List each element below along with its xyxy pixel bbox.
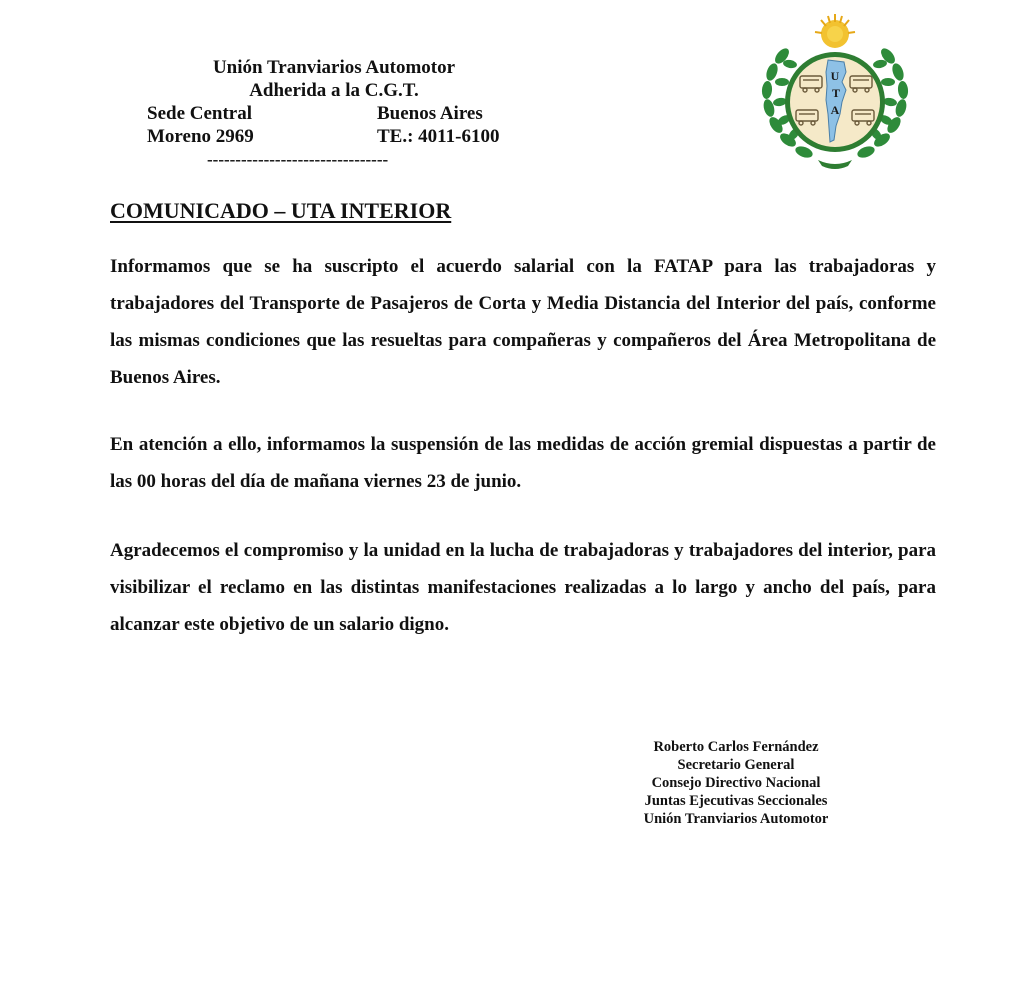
signatory-name: Roberto Carlos Fernández [653,739,819,755]
letterhead-separator: -------------------------------- [207,150,389,169]
paragraph-agreement: Informamos que se ha suscripto el acuerdo salarial con la FATAP para las trabajadoras y trabajadores del Transporte de Pasajeros de Corta y Media Distancia del Interior del país, conforme las mismas condiciones que las resueltas para compañeras y compañeros del Área Metropolitana de Buenos Aires. [110,256,936,388]
page-title: COMUNICADO – UTA INTERIOR [110,198,452,223]
letterhead-row-2 [110,125,570,148]
city: Buenos Aires [377,103,483,124]
signatory-organization: Unión Tranviarios Automotor [643,811,829,827]
svg-text:U: U [830,69,840,83]
signatory-body-1: Consejo Directivo Nacional [651,775,821,791]
paragraph-suspension: En atención a ello, informamos la suspensión de las medidas de acción gremial dispuestas a partir de las 00 horas del día de mañana viernes 23 de junio. [110,434,936,492]
paragraph-thanks: Agradecemos el compromiso y la unidad en la lucha de trabajadoras y trabajadores del interior, para visibilizar el reclamo en las distintas manifestaciones realizadas a lo largo y ancho del país, para alcanzar este objetivo de un salario digno. [110,540,936,635]
hq-label: Sede Central [147,103,253,124]
uta-logo [756,10,914,170]
signatory-body-2: Juntas Ejecutivas Seccionales [644,793,828,809]
signature-block [620,738,852,828]
phone: TE.: 4011-6100 [377,126,500,147]
sun-icon [815,14,855,48]
letterhead [110,56,570,169]
signatory-position: Secretario General [677,757,795,773]
svg-text:T: T [831,86,841,100]
svg-text:A: A [830,103,840,117]
address: Moreno 2969 [147,126,254,147]
uta-emblem-icon [756,10,914,170]
affiliation: Adherida a la C.G.T. [249,80,419,101]
org-name: Unión Tranviarios Automotor [212,57,456,78]
letterhead-row-1 [110,102,570,125]
